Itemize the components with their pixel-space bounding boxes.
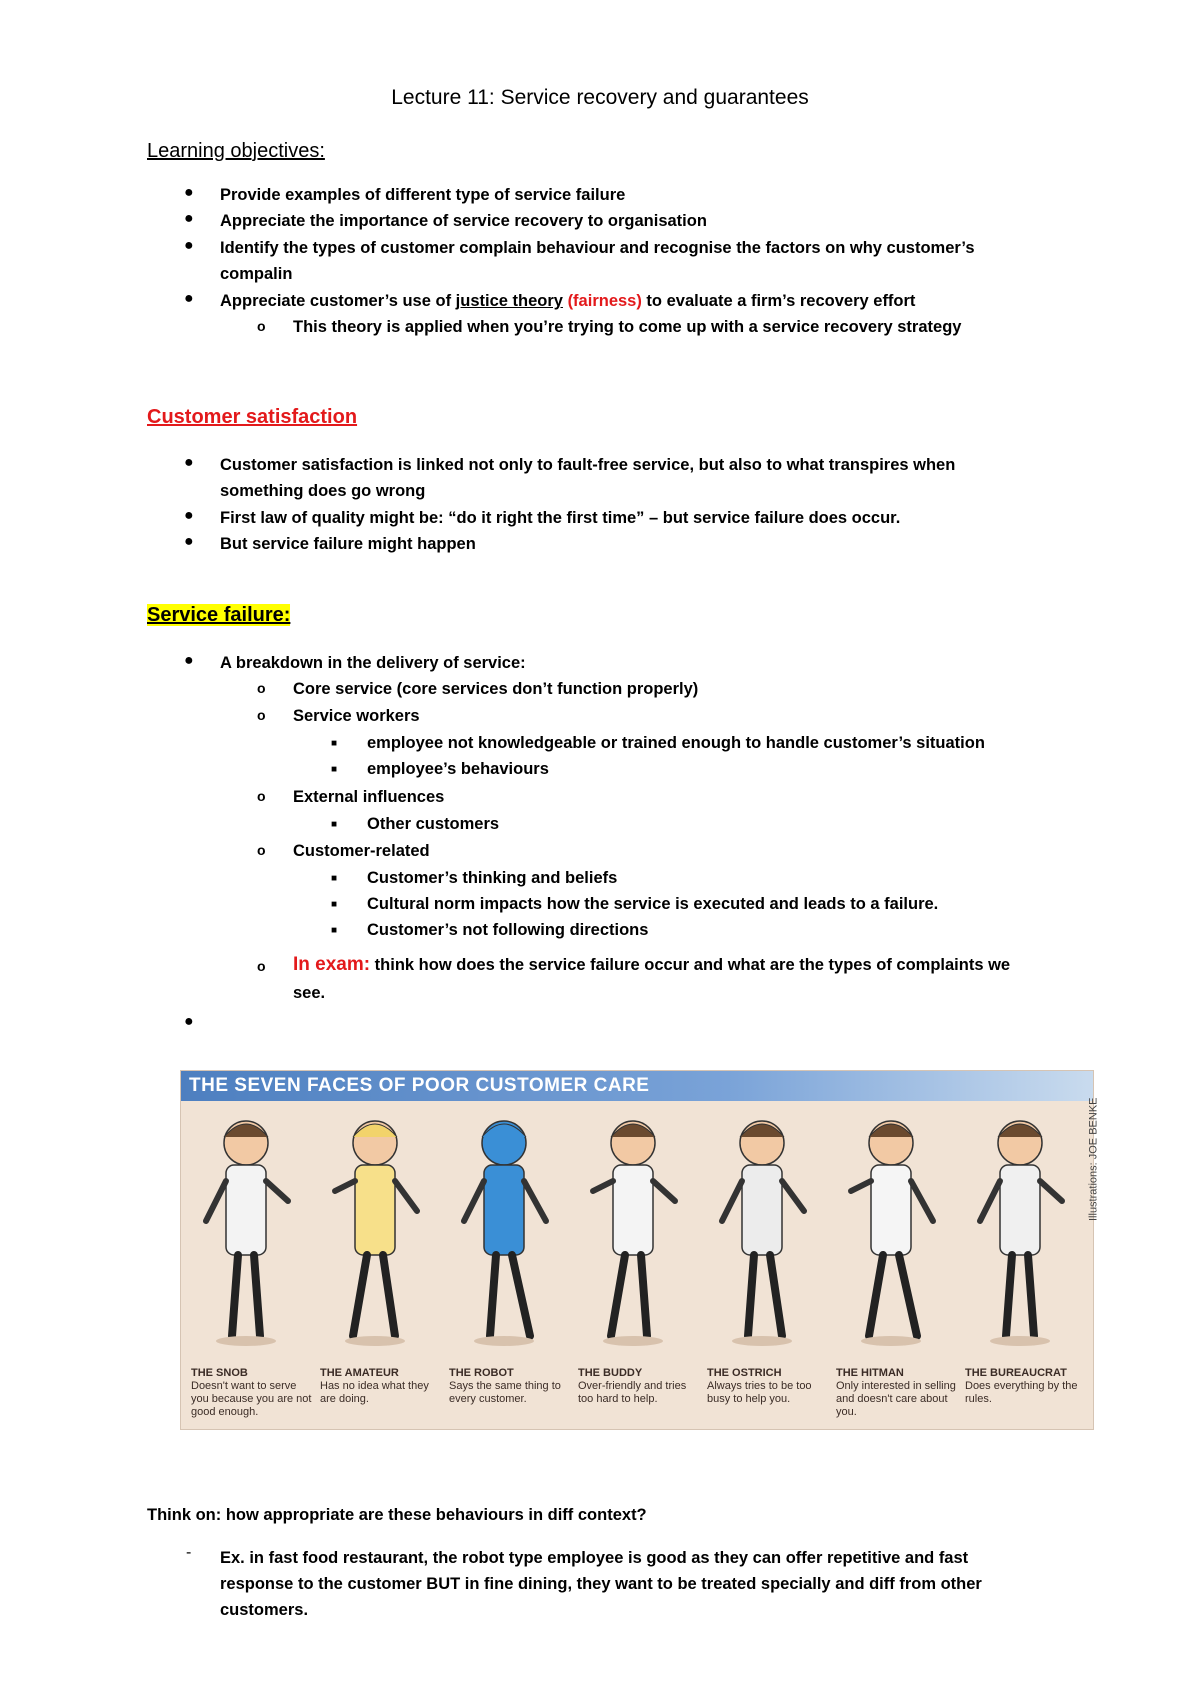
caption-the-robot xyxy=(449,1367,575,1406)
bullet-icon: ● xyxy=(184,507,194,524)
satisfaction-item: First law of quality might be: “do it right the first time” – but service failure does occur. xyxy=(220,509,901,527)
figure-the-hitman xyxy=(851,1121,933,1346)
bullet-icon: ● xyxy=(184,210,194,227)
figure-the-bureaucrat xyxy=(980,1121,1062,1346)
satisfaction-item: But service failure might happen xyxy=(220,535,476,553)
think-line: Ex. in fast food restaurant, the robot type employee is good as they can offer repetitive and fast xyxy=(220,1549,969,1567)
figure-the-snob xyxy=(206,1121,288,1346)
circle-bullet-icon: o xyxy=(257,958,266,974)
square-bullet-icon: ■ xyxy=(331,819,338,830)
objective-item-continued: compalin xyxy=(220,265,293,283)
think-line: customers. xyxy=(220,1601,309,1619)
objective-item: Provide examples of different type of service failure xyxy=(220,186,626,204)
failure-external-sub: Other customers xyxy=(367,815,500,833)
failure-workers: Service workers xyxy=(293,707,420,725)
exam-note-continued: see. xyxy=(293,984,326,1002)
service-failure-heading xyxy=(147,604,290,627)
circle-bullet-icon: o xyxy=(257,680,266,696)
caption-description: Over-friendly and tries too hard to help. xyxy=(578,1380,687,1405)
figure-the-robot xyxy=(464,1121,546,1346)
caption-description: Says the same thing to every customer. xyxy=(449,1380,561,1405)
exam-note xyxy=(293,952,1010,978)
circle-bullet-icon: o xyxy=(257,707,266,723)
objective-item: Appreciate the importance of service recovery to organisation xyxy=(220,212,707,230)
objective-text: to evaluate a firm’s recovery effort xyxy=(641,292,916,310)
square-bullet-icon: ■ xyxy=(331,764,338,775)
square-bullet-icon: ■ xyxy=(331,873,338,884)
objective-text: Appreciate customer’s use of xyxy=(220,292,456,310)
dash-icon: - xyxy=(186,1544,192,1561)
caption-description: Does everything by the rules. xyxy=(965,1380,1078,1405)
justice-theory-text: justice theory xyxy=(455,292,563,310)
service-failure-heading-text: Service failure: xyxy=(147,604,291,626)
circle-bullet-icon: o xyxy=(257,842,266,858)
objective-item xyxy=(220,288,915,314)
caption-title: THE SNOB xyxy=(191,1367,248,1379)
failure-workers-sub: employee’s behaviours xyxy=(367,760,549,778)
caption-the-hitman xyxy=(836,1367,962,1419)
failure-core: Core service (core services don’t function properly) xyxy=(293,680,699,698)
failure-external: External influences xyxy=(293,788,445,806)
illustration-credit: Illustrations: JOE BENKE xyxy=(1087,1097,1099,1221)
customer-satisfaction-heading: Customer satisfaction xyxy=(147,406,358,428)
figure-the-ostrich xyxy=(722,1121,804,1346)
exam-label: In exam: xyxy=(293,954,371,975)
think-heading: Think on: how appropriate are these behaviours in diff context? xyxy=(147,1506,647,1524)
caption-description: Only interested in selling and doesn't care about you. xyxy=(836,1380,956,1418)
failure-customer-sub: Customer’s thinking and beliefs xyxy=(367,869,618,887)
caption-title: THE BUDDY xyxy=(578,1367,643,1379)
caption-the-snob xyxy=(191,1367,317,1419)
bullet-icon: ● xyxy=(184,454,194,471)
caption-title: THE ROBOT xyxy=(449,1367,514,1379)
caption-title: THE AMATEUR xyxy=(320,1367,399,1379)
caption-title: THE OSTRICH xyxy=(707,1367,782,1379)
figure-the-buddy xyxy=(593,1121,675,1346)
bullet-icon: ● xyxy=(184,1013,194,1030)
failure-customer-sub: Cultural norm impacts how the service is executed and leads to a failure. xyxy=(367,895,939,913)
failure-workers-sub: employee not knowledgeable or trained enough to handle customer’s situation xyxy=(367,734,985,752)
caption-description: Has no idea what they are doing. xyxy=(320,1380,429,1405)
caption-the-ostrich xyxy=(707,1367,833,1406)
caption-the-amateur xyxy=(320,1367,446,1406)
bullet-icon: ● xyxy=(184,184,194,201)
caption-the-bureaucrat xyxy=(965,1367,1091,1406)
bullet-icon: ● xyxy=(184,290,194,307)
square-bullet-icon: ■ xyxy=(331,899,338,910)
caption-title: THE BUREAUCRAT xyxy=(965,1367,1067,1379)
caption-title: THE HITMAN xyxy=(836,1367,904,1379)
objective-item: Identify the types of customer complain behaviour and recognise the factors on why customer’s xyxy=(220,239,975,257)
circle-bullet-icon: o xyxy=(257,788,266,804)
think-line: response to the customer BUT in fine dining, they want to be treated specially and diff from other xyxy=(220,1575,982,1593)
seven-faces-illustration xyxy=(180,1070,1099,1430)
failure-intro: A breakdown in the delivery of service: xyxy=(220,654,526,672)
objective-subitem: This theory is applied when you’re trying to come up with a service recovery strategy xyxy=(293,318,962,336)
square-bullet-icon: ■ xyxy=(331,925,338,936)
illustration-banner: THE SEVEN FACES OF POOR CUSTOMER CARE xyxy=(181,1071,1093,1101)
caption-description: Doesn't want to serve you because you are not good enough. xyxy=(191,1380,312,1418)
satisfaction-item: Customer satisfaction is linked not only to fault-free service, but also to what transpires when xyxy=(220,456,956,474)
caption-description: Always tries to be too busy to help you. xyxy=(707,1380,812,1405)
page-title: Lecture 11: Service recovery and guarantees xyxy=(391,86,809,109)
satisfaction-item-continued: something does go wrong xyxy=(220,482,426,500)
fairness-text: (fairness) xyxy=(567,292,642,310)
figure-the-amateur xyxy=(335,1121,417,1346)
learning-objectives-heading: Learning objectives: xyxy=(147,140,325,162)
bullet-icon: ● xyxy=(184,533,194,550)
square-bullet-icon: ■ xyxy=(331,738,338,749)
exam-text: think how does the service failure occur and what are the types of complaints we xyxy=(370,956,1011,974)
caption-the-buddy xyxy=(578,1367,704,1406)
bullet-icon: ● xyxy=(184,237,194,254)
failure-customer: Customer-related xyxy=(293,842,430,860)
bullet-icon: ● xyxy=(184,652,194,669)
failure-customer-sub: Customer’s not following directions xyxy=(367,921,649,939)
circle-bullet-icon: o xyxy=(257,318,266,334)
